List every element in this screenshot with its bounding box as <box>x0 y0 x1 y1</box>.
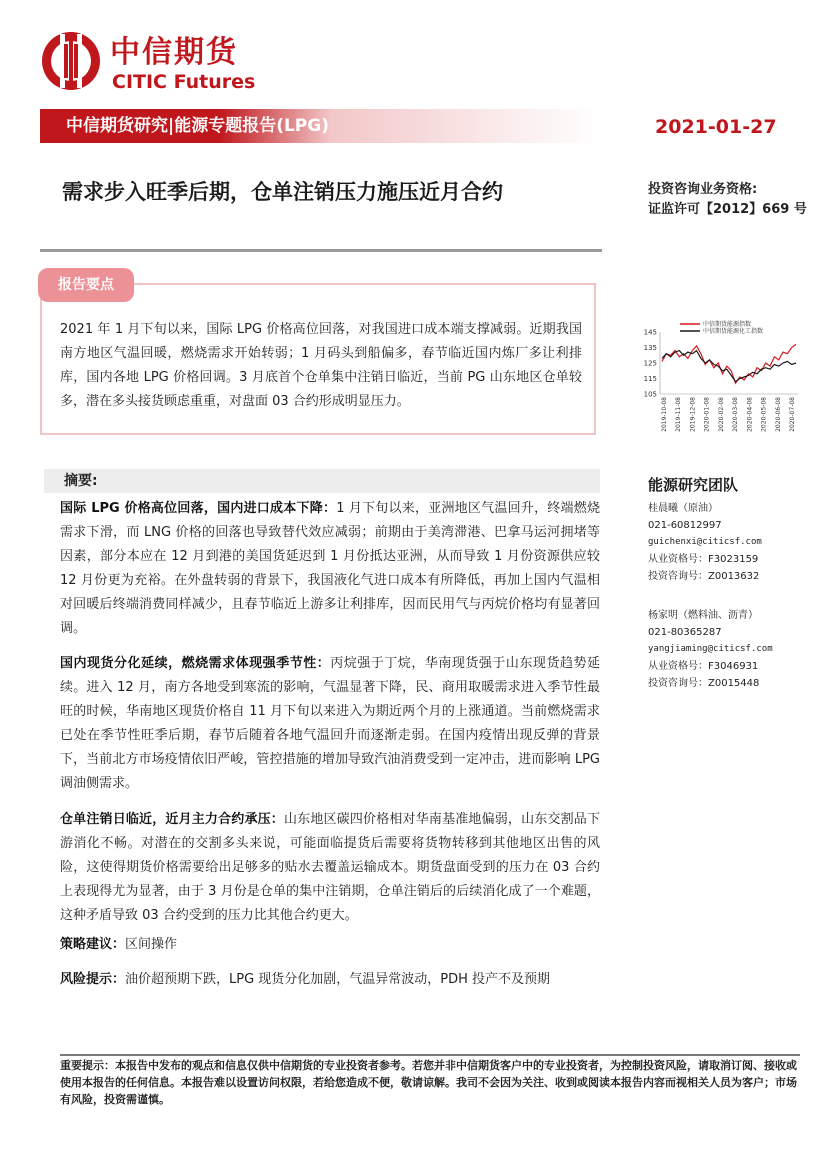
member-phone: 021-80365287 <box>648 627 722 638</box>
chart-x-tick-label: 2019-12-08 <box>689 397 697 432</box>
report-title: 需求步入旺季后期，仓单注销压力施压近月合约 <box>62 180 503 204</box>
summary-paragraph-2 <box>60 652 600 796</box>
disclaimer: 重要提示：本报告中发布的观点和信息仅供中信期货的专业投资者参考。若您并非中信期货客户中的专业投资者，为控制投资风险，请取消订阅、接收或使用本报告的任何信息。本报告难以设置访问权限，若给您造成不便，敬请谅解。我司不会因为关注、收到或阅读本报告内容而视相关人员为客户；市场有风险，投资需谨慎。 <box>60 1059 797 1106</box>
footer-divider <box>60 1054 800 1056</box>
chart-x-tick-label: 2020-01-08 <box>703 397 711 432</box>
risk-warning <box>60 968 600 992</box>
member-email[interactable]: yangjiaming@citicsf.com <box>648 644 773 654</box>
paragraph-3-heading: 仓单注销日临近，近月主力合约承压： <box>60 812 284 827</box>
chart-y-tick-label: 135 <box>643 344 657 352</box>
brand-name-cn: 中信期货 <box>110 35 238 70</box>
paragraph-1-body: 1 月下旬以来，亚洲地区气温回升，终端燃烧需求下滑，而 LNG 价格的回落也导致替代效应减弱；前期由于美湾滞港、巴拿马运河拥堵等因素，部分本应在 12 月到港的美国货延迟到 1 月份抵达亚洲，从而导致 1 月份资源供应较 12 月份更为充裕。在外盘转弱的背景下，我国液化气进口成本有所降低，再加上国内气温相对回暖后终端消费同样减少，且春节临近上游多让利排库，因而民用气与丙烷价格均有显著回调。 <box>60 501 600 636</box>
risk-heading: 风险提示： <box>60 972 126 987</box>
report-date: 2021-01-27 <box>655 116 777 138</box>
chart-x-tick-label: 2020-04-08 <box>746 397 754 432</box>
chart-x-tick-label: 2020-02-08 <box>717 397 725 432</box>
member-advisory: 投资咨询号：Z0015448 <box>648 678 760 689</box>
chart-y-tick-label: 115 <box>643 375 657 383</box>
paragraph-2-heading: 国内现货分化延续，燃烧需求体现强季节性： <box>60 656 331 671</box>
brand-name-en: CITIC Futures <box>112 71 256 93</box>
strategy-heading: 策略建议： <box>60 937 126 952</box>
summary-label: 摘要: <box>64 473 98 489</box>
summary-paragraph-3 <box>60 808 600 928</box>
team-title: 能源研究团队 <box>648 476 739 494</box>
member-license: 从业资格号：F3023159 <box>648 554 759 565</box>
member-license: 从业资格号：F3046931 <box>648 661 759 672</box>
chart-x-tick-label: 2020-07-08 <box>789 397 796 432</box>
member-name: 杨家明（燃料油、沥青） <box>648 610 758 621</box>
title-divider <box>40 249 602 252</box>
citic-logo-icon <box>40 30 102 92</box>
summary-heading <box>44 469 600 493</box>
member-name: 桂晨曦（原油） <box>648 503 718 514</box>
chart-x-tick-label: 2019-11-08 <box>675 397 683 432</box>
chart-y-tick-label: 105 <box>643 390 657 399</box>
paragraph-3-body: 山东地区碳四价格相对华南基准地偏弱，山东交割品下游消化不畅。对潜在的交割多头来说，可能面临提货后需要将货物转移到其他地区出售的风险，这使得期货价格需要给出足够多的贴水去覆盖运输成本。期货盘面受到的压力在 03 合约上表现得尤为显著，由于 3 月份是仓单的集中注销期，仓单注销后的后续消化成了一个难题，这种矛盾导致 03 合约受到的压力比其他合约更大。 <box>60 812 600 923</box>
paragraph-1-heading: 国际 LPG 价格高位回落，国内进口成本下降： <box>60 501 337 516</box>
strategy-body: 区间操作 <box>125 937 178 952</box>
report-category-label: 中信期货研究|能源专题报告(LPG) <box>66 116 329 136</box>
chart-x-tick-label: 2020-05-08 <box>760 397 768 432</box>
strategy-suggestion <box>60 933 600 957</box>
summary-paragraph-1 <box>60 497 600 641</box>
key-points-text: 2021 年 1 月下旬以来，国际 LPG 价格高位回落，对我国进口成本端支撑减弱。近期我国南方地区气温回暖，燃烧需求开始转弱；1 月码头到船偏多，春节临近国内炼厂多让利排库，国内各地 LPG 价格回调。3 月底首个仓单集中注销日临近，当前 PG 山东地区仓单较多，潜在多头接货顾虑重重，对盘面 03 合约形成明显压力。 <box>60 322 582 409</box>
chart-x-tick-label: 2020-03-08 <box>732 397 740 432</box>
energy-index-chart <box>636 318 804 440</box>
member-phone: 021-60812997 <box>648 520 722 531</box>
chart-series-line <box>662 344 796 383</box>
chart-legend-label: 中信期货能源指数 <box>703 321 752 328</box>
qualification-label: 投资咨询业务资格: <box>648 182 758 197</box>
chart-y-tick-label: 125 <box>643 359 657 368</box>
chart-legend-label: 中信期货能源化工指数 <box>703 328 764 335</box>
paragraph-2-body: 丙烷强于丁烷，华南现货强于山东现货趋势延续。进入 12 月，南方各地受到寒流的影响，气温显著下降，民、商用取暖需求进入季节性最旺的时候，华南地区现货价格自 11 月下旬以来进入为期近两个月的上涨通道。当前燃烧需求已处在季节性旺季后期，春节后随着各地气温回升而逐渐走弱。在国内疫情出现反弹的背景下，当前北方市场疫情依旧严峻，管控措施的增加导致汽油消费受到一定冲击，进而影响 LPG 调油侧需求。 <box>60 656 600 791</box>
chart-x-tick-label: 2019-10-08 <box>661 397 668 432</box>
team-member-2 <box>648 607 818 692</box>
chart-y-tick-label: 145 <box>643 328 657 337</box>
member-advisory: 投资咨询号：Z0013632 <box>648 571 760 582</box>
team-member-1 <box>648 500 818 585</box>
license-number: 证监许可【2012】669 号 <box>648 202 807 217</box>
risk-body: 油价超预期下跌，LPG 现货分化加剧，气温异常波动，PDH 投产不及预期 <box>125 972 551 987</box>
chart-x-tick-label: 2020-06-08 <box>774 397 782 432</box>
member-email[interactable]: guichenxi@citicsf.com <box>648 537 762 547</box>
key-points-tab: 报告要点 <box>38 268 134 302</box>
